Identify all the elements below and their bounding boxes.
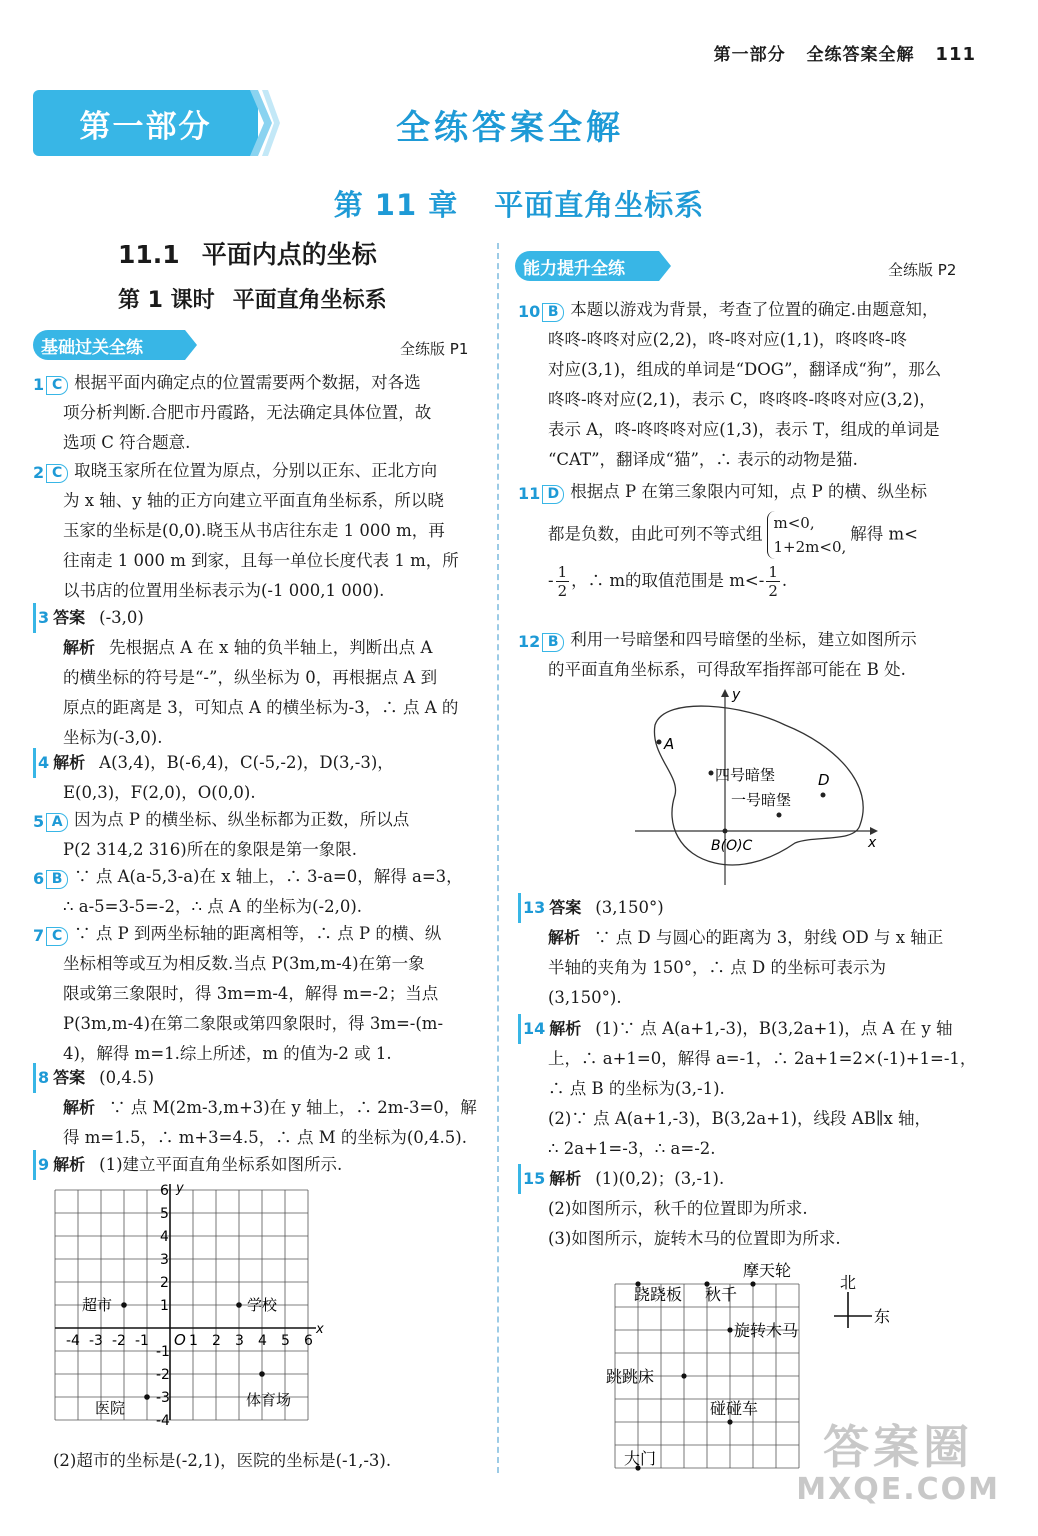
- origin-label: B(O)C: [711, 838, 753, 854]
- x-tick-label: -2: [112, 1333, 126, 1349]
- point-a-marker: [657, 740, 662, 745]
- x-tick-label: 2: [212, 1333, 221, 1349]
- question-4: 4 解析 A(3,4)，B(-6,4)，C(-5,-2)，D(3,-3)， E(0,3)，F(2,0)，O(0,0).: [33, 748, 483, 808]
- point-marker: [144, 1394, 150, 1400]
- point-label: 超市: [82, 1296, 113, 1314]
- x-tick-label: 3: [235, 1333, 244, 1349]
- lesson-number: 第 1 课时: [118, 288, 215, 313]
- question-9-part-2: (2)超市的坐标是(-2,1)，医院的坐标是(-1,-3).: [53, 1451, 392, 1470]
- point-marker: [121, 1302, 127, 1308]
- compass-east-label: 东: [874, 1307, 891, 1326]
- carousel-marker: [727, 1327, 732, 1332]
- fort-map-diagram: [635, 685, 885, 890]
- x-tick-label: 4: [258, 1333, 267, 1349]
- seesaw-label: 跷跷板: [634, 1285, 683, 1304]
- point-label: 体育场: [246, 1391, 292, 1409]
- chevron-decoration-icon: [250, 90, 280, 156]
- q10-badge: 10 B: [518, 302, 564, 322]
- q5-badge: 5 A: [33, 812, 68, 832]
- question-15: 15 解析 (1)(0,2)；(3,-1). (2)如图所示，秋千的位置即为所求. (3)如图所示，旋转木马的位置即为所求.: [518, 1164, 983, 1254]
- carousel-label: 旋转木马: [734, 1321, 799, 1340]
- ferris-marker: [750, 1281, 755, 1286]
- question-3: 3 答案 (-3,0) 解析 先根据点 A 在 x 轴的负半轴上，判断出点 A 的横坐标的符号是“-”，纵坐标为 0，再根据点 A 到 原点的距离是 3，可知点 A 的横坐标为-3，∴ 点 A 的 坐标为(-3,0).: [33, 603, 483, 753]
- gate-label: 大门: [624, 1449, 657, 1468]
- x-tick-label: 1: [189, 1333, 198, 1349]
- q2-badge: 2 C: [33, 463, 68, 483]
- basic-practice-ref: 全练版 P1: [400, 340, 469, 358]
- point-label: 医院: [95, 1399, 126, 1417]
- coordinate-grid: [50, 1180, 324, 1430]
- banner-title: 全练答案全解: [396, 108, 624, 148]
- fort-1-label: 一号暗堡: [731, 791, 792, 809]
- section-heading: [118, 235, 377, 271]
- chapter-name: 平面直角坐标系: [494, 188, 705, 222]
- compass-north-label: 北: [840, 1273, 857, 1292]
- point-marker: [236, 1302, 242, 1308]
- x-tick-label: 5: [281, 1333, 290, 1349]
- fort-1-marker: [777, 813, 782, 818]
- question-5: 5 A 因为点 P 的横坐标、纵坐标都为正数，所以点 P(2 314,2 316)所在的象限是第一象限.: [33, 810, 410, 859]
- question-14: 14 解析 (1)∵ 点 A(a+1,-3)，B(3,2a+1)，点 A 在 y 轴 上，∴ a+1=0，解得 a=-1，∴ 2a+1=2×(-1)+1=-1， ∴ 点 B 的坐标为(3,-1). (2)∵ 点 A(a+1,-3)，B(3,2a+1)，线段 AB∥x 轴， ∴ 2a+1=-3，∴ a=-2.: [518, 1014, 983, 1164]
- basic-practice-label: 基础过关全练: [41, 337, 143, 358]
- y-tick-label: -2: [156, 1367, 170, 1383]
- point-d-marker: [821, 793, 826, 798]
- lesson-heading: [118, 283, 387, 314]
- advanced-practice-ref: 全练版 P2: [888, 261, 957, 279]
- watermark: 答案圈 MXQE.COM: [796, 1420, 1000, 1507]
- q6-badge: 6 B: [33, 869, 68, 889]
- question-11: 11 D 根据点 P 在第三象限内可知，点 P 的横、纵坐标 都是负数，由此可列不等式组 m<0, 1+2m<0, 解得 m< - $\frac{1}{2}$ ，∴ m的取值范围是 m<- $\frac{1}{2}$ .: [518, 482, 927, 600]
- fort-4-label: 四号暗堡: [715, 766, 776, 784]
- point-marker: [259, 1371, 265, 1377]
- fraction-half: $\frac{1}{2}$: [768, 563, 778, 600]
- question-6: 6 B ∵ 点 A(a-5,3-a)在 x 轴上，∴ 3-a=0，解得 a=3， ∴ a-5=3-5=-2，∴ 点 A 的坐标为(-2,0).: [33, 867, 463, 916]
- question-8: 8 答案 (0,4.5) 解析 ∵ 点 M(2m-3,m+3)在 y 轴上，∴ 2m-3=0，解 得 m=1.5，∴ m+3=4.5，∴ 点 M 的坐标为(0,4.5).: [33, 1063, 483, 1153]
- question-13: 13 答案 (3,150°) 解析 ∵ 点 D 与圆心的距离为 3，射线 OD 与 x 轴正 半轴的夹角为 150°，∴ 点 D 的坐标可表示为 (3,150°).: [518, 893, 983, 1013]
- point-label: 学校: [247, 1296, 278, 1314]
- running-head: [700, 40, 976, 65]
- x-axis-label: x: [316, 1322, 324, 1337]
- swing-label: 秋千: [705, 1285, 738, 1304]
- y-tick-label: -3: [156, 1390, 170, 1406]
- question-7: 7 C ∵ 点 P 到两坐标轴的距离相等，∴ 点 P 的横、纵 坐标相等或互为相反数.当点 P(3m,m-4)在第一象 限或第三象限时，得 3m=m-4，解得 m=-2；当点 P(3m,m-4)在第二象限或第四象限时，得 3m=-(m- 4)，解得 m=1.综上所述，m 的值为-2 或 1.: [33, 924, 444, 1063]
- y-tick-label: 5: [160, 1206, 169, 1222]
- y-axis-label: y: [176, 1181, 184, 1196]
- y-tick-label: -4: [156, 1413, 170, 1429]
- x-tick-label: -3: [89, 1333, 103, 1349]
- y-tick-label: 1: [160, 1298, 169, 1314]
- advanced-practice-label: 能力提升全练: [523, 258, 625, 279]
- question-12: 12 B 利用一号暗堡和四号暗堡的坐标，建立如图所示 的平面直角坐标系，可得敌军指挥部可能在 B 处.: [518, 630, 917, 679]
- x-tick-label: -1: [135, 1333, 149, 1349]
- header-part: 第一部分: [713, 45, 786, 65]
- map-x-label: x: [868, 835, 877, 851]
- fort-4-marker: [709, 771, 714, 776]
- y-tick-label: 2: [160, 1275, 169, 1291]
- map-y-label: y: [732, 687, 741, 703]
- section-name: 平面内点的坐标: [201, 240, 377, 269]
- part-tab: 第一部分: [33, 90, 258, 156]
- inequality-system: m<0, 1+2m<0,: [767, 511, 847, 559]
- fraction-half: $\frac{1}{2}$: [557, 563, 568, 600]
- chapter-number: 第 11 章: [333, 188, 459, 222]
- map-region-outline: [654, 706, 863, 865]
- origin-marker: [723, 829, 728, 834]
- trampoline-marker: [681, 1373, 686, 1378]
- lesson-name: 平面直角坐标系: [232, 288, 387, 313]
- question-1: 1 C 根据平面内确定点的位置需要两个数据，对各选 项分析判断.合肥市丹霞路，无法确定具体位置，故 选项 C 符合题意.: [33, 373, 432, 452]
- question-10: 10 B 本题以游戏为背景，考查了位置的确定.由题意知， 咚咚-咚咚对应(2,2)，咚-咚对应(1,1)，咚咚咚-咚 对应(3,1)，组成的单词是“DOG”，翻译成“狗”，那么 咚咚-咚对应(2,1)，表示 C，咚咚咚-咚咚对应(3,2)， 表示 A，咚-咚咚咚对应(1,3)，表示 T，组成的单词是 “CAT”，翻译成“猫”，∴ 表示的动物是猫.: [518, 300, 942, 469]
- advanced-practice-pill: [515, 251, 655, 281]
- page-number: 111: [935, 44, 976, 65]
- basic-practice-pill: [33, 330, 181, 360]
- point-d-label: D: [818, 771, 830, 789]
- question-2: 2 C 取晓玉家所在位置为原点，分别以正东、正北方向 为 x 轴、y 轴的正方向建立平面直角坐标系，所以晓 玉家的坐标是(0,0).晓玉从书店往东走 1 000 m，再 往南走 1 000 m 到家，且每一单位长度代表 1 m，所 以书店的位置用坐标表示为(-1 000,1 000).: [33, 461, 459, 600]
- ferris-label: 摩天轮: [743, 1261, 792, 1280]
- q1-badge: 1 C: [33, 375, 68, 395]
- question-9: 9 解析 (1)建立平面直角坐标系如图所示.: [33, 1150, 483, 1180]
- point-a-label: A: [664, 735, 675, 753]
- y-tick-label: 4: [160, 1229, 169, 1245]
- q12-badge: 12 B: [518, 632, 564, 652]
- y-tick-label: 3: [160, 1252, 169, 1268]
- section-number: 11.1: [118, 240, 180, 269]
- y-tick-label: -1: [156, 1344, 170, 1360]
- x-tick-label: -4: [66, 1333, 80, 1349]
- pill-arrow-icon: [181, 330, 199, 360]
- pill-arrow-icon: [655, 251, 673, 281]
- bumper-marker: [727, 1419, 732, 1424]
- q7-badge: 7 C: [33, 926, 68, 946]
- chapter-heading: [0, 183, 1038, 224]
- origin-label: O: [174, 1331, 186, 1349]
- column-divider: [497, 243, 499, 1473]
- trampoline-label: 跳跳床: [606, 1367, 655, 1386]
- header-book: 全练答案全解: [806, 45, 915, 65]
- x-tick-label: 6: [304, 1333, 313, 1349]
- y-tick-label: 6: [160, 1183, 169, 1199]
- q11-badge: 11 D: [518, 484, 564, 504]
- bumper-label: 碰碰车: [710, 1399, 759, 1418]
